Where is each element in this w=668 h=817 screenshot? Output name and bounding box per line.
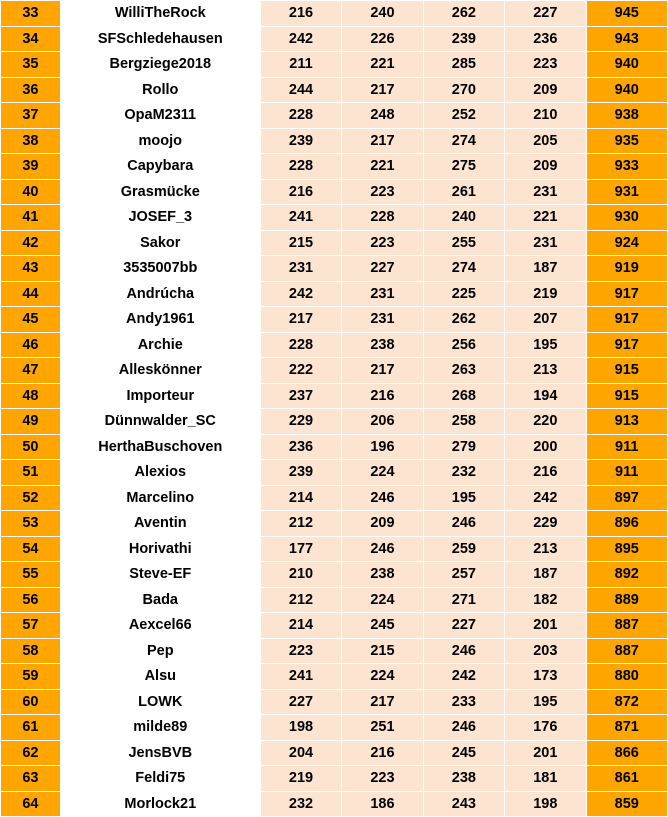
total-cell: 945: [586, 1, 667, 27]
player-name-cell: JensBVB: [60, 740, 260, 766]
score-cell-2: 231: [342, 281, 423, 307]
score-cell-2: 245: [342, 613, 423, 639]
score-cell-2: 223: [342, 766, 423, 792]
score-cell-1: 231: [260, 256, 341, 282]
score-cell-1: 211: [260, 52, 341, 78]
score-cell-1: 198: [260, 715, 341, 741]
rank-cell: 36: [1, 77, 61, 103]
score-cell-3: 238: [423, 766, 504, 792]
table-row: [1, 256, 668, 282]
rank-cell: 38: [1, 128, 61, 154]
score-cell-3: 252: [423, 103, 504, 129]
score-cell-3: 256: [423, 332, 504, 358]
rank-cell: 62: [1, 740, 61, 766]
rank-cell: 45: [1, 307, 61, 333]
rank-cell: 64: [1, 791, 61, 817]
score-cell-3: 232: [423, 460, 504, 486]
score-cell-2: 223: [342, 179, 423, 205]
score-cell-1: 228: [260, 154, 341, 180]
score-cell-1: 236: [260, 434, 341, 460]
player-name-cell: Feldi75: [60, 766, 260, 792]
score-cell-2: 223: [342, 230, 423, 256]
rank-cell: 49: [1, 409, 61, 435]
score-cell-4: 200: [505, 434, 586, 460]
score-cell-3: 227: [423, 613, 504, 639]
score-cell-2: 217: [342, 689, 423, 715]
table-row: [1, 52, 668, 78]
total-cell: 896: [586, 511, 667, 537]
total-cell: 859: [586, 791, 667, 817]
score-cell-4: 209: [505, 154, 586, 180]
score-cell-4: 181: [505, 766, 586, 792]
score-cell-2: 217: [342, 128, 423, 154]
player-name-cell: Grasmücke: [60, 179, 260, 205]
total-cell: 924: [586, 230, 667, 256]
player-name-cell: Bada: [60, 587, 260, 613]
total-cell: 911: [586, 460, 667, 486]
rank-cell: 33: [1, 1, 61, 27]
player-name-cell: moojo: [60, 128, 260, 154]
total-cell: 915: [586, 383, 667, 409]
score-cell-4: 187: [505, 256, 586, 282]
rank-cell: 55: [1, 562, 61, 588]
score-cell-2: 246: [342, 485, 423, 511]
score-cell-4: 220: [505, 409, 586, 435]
score-cell-2: 221: [342, 52, 423, 78]
player-name-cell: milde89: [60, 715, 260, 741]
score-cell-4: 242: [505, 485, 586, 511]
player-name-cell: Alsu: [60, 664, 260, 690]
score-cell-3: 285: [423, 52, 504, 78]
score-cell-2: 186: [342, 791, 423, 817]
player-name-cell: Rollo: [60, 77, 260, 103]
total-cell: 935: [586, 128, 667, 154]
player-name-cell: Dünnwalder_SC: [60, 409, 260, 435]
score-cell-3: 262: [423, 307, 504, 333]
score-cell-4: 216: [505, 460, 586, 486]
table-row: [1, 766, 668, 792]
player-name-cell: Andrúcha: [60, 281, 260, 307]
score-cell-2: 206: [342, 409, 423, 435]
total-cell: 940: [586, 52, 667, 78]
score-cell-4: 236: [505, 26, 586, 52]
total-cell: 895: [586, 536, 667, 562]
rank-cell: 34: [1, 26, 61, 52]
score-cell-1: 239: [260, 128, 341, 154]
rank-cell: 59: [1, 664, 61, 690]
player-name-cell: Pep: [60, 638, 260, 664]
rank-cell: 42: [1, 230, 61, 256]
table-row: [1, 511, 668, 537]
score-cell-1: 241: [260, 664, 341, 690]
table-row: [1, 715, 668, 741]
total-cell: 897: [586, 485, 667, 511]
total-cell: 871: [586, 715, 667, 741]
score-cell-2: 231: [342, 307, 423, 333]
total-cell: 887: [586, 638, 667, 664]
table-row: [1, 307, 668, 333]
score-cell-4: 194: [505, 383, 586, 409]
total-cell: 917: [586, 307, 667, 333]
score-cell-3: 275: [423, 154, 504, 180]
score-cell-2: 228: [342, 205, 423, 231]
player-name-cell: Sakor: [60, 230, 260, 256]
score-cell-3: 240: [423, 205, 504, 231]
player-name-cell: OpaM2311: [60, 103, 260, 129]
score-cell-3: 270: [423, 77, 504, 103]
table-row: [1, 103, 668, 129]
score-cell-4: 210: [505, 103, 586, 129]
table-row: [1, 383, 668, 409]
player-name-cell: Alleskönner: [60, 358, 260, 384]
table-row: [1, 460, 668, 486]
score-cell-2: 216: [342, 383, 423, 409]
score-cell-3: 279: [423, 434, 504, 460]
player-name-cell: Horivathi: [60, 536, 260, 562]
score-cell-4: 173: [505, 664, 586, 690]
table-row: [1, 536, 668, 562]
score-cell-4: 231: [505, 179, 586, 205]
rank-cell: 44: [1, 281, 61, 307]
score-cell-1: 212: [260, 511, 341, 537]
score-cell-2: 240: [342, 1, 423, 27]
score-cell-4: 182: [505, 587, 586, 613]
player-name-cell: HerthaBuschoven: [60, 434, 260, 460]
score-cell-2: 224: [342, 587, 423, 613]
score-cell-3: 225: [423, 281, 504, 307]
score-cell-4: 227: [505, 1, 586, 27]
score-cell-1: 229: [260, 409, 341, 435]
score-cell-1: 232: [260, 791, 341, 817]
rank-cell: 57: [1, 613, 61, 639]
total-cell: 930: [586, 205, 667, 231]
table-row: [1, 230, 668, 256]
total-cell: 915: [586, 358, 667, 384]
rank-cell: 56: [1, 587, 61, 613]
rank-cell: 35: [1, 52, 61, 78]
rank-cell: 54: [1, 536, 61, 562]
table-row: [1, 26, 668, 52]
score-cell-4: 213: [505, 358, 586, 384]
score-cell-3: 243: [423, 791, 504, 817]
total-cell: 892: [586, 562, 667, 588]
player-name-cell: 3535007bb: [60, 256, 260, 282]
rank-cell: 43: [1, 256, 61, 282]
rank-cell: 61: [1, 715, 61, 741]
score-cell-4: 209: [505, 77, 586, 103]
score-cell-2: 226: [342, 26, 423, 52]
score-cell-3: 246: [423, 715, 504, 741]
score-cell-1: 239: [260, 460, 341, 486]
score-cell-3: 274: [423, 128, 504, 154]
rank-cell: 63: [1, 766, 61, 792]
table-row: [1, 638, 668, 664]
table-row: [1, 332, 668, 358]
rank-cell: 58: [1, 638, 61, 664]
rank-cell: 52: [1, 485, 61, 511]
score-cell-2: 238: [342, 332, 423, 358]
rank-cell: 51: [1, 460, 61, 486]
rank-cell: 53: [1, 511, 61, 537]
score-cell-3: 245: [423, 740, 504, 766]
score-cell-3: 233: [423, 689, 504, 715]
table-row: [1, 1, 668, 27]
score-cell-1: 228: [260, 332, 341, 358]
score-cell-2: 238: [342, 562, 423, 588]
player-name-cell: Capybara: [60, 154, 260, 180]
score-cell-4: 187: [505, 562, 586, 588]
table-row: [1, 434, 668, 460]
score-cell-4: 231: [505, 230, 586, 256]
player-name-cell: LOWK: [60, 689, 260, 715]
score-cell-2: 251: [342, 715, 423, 741]
score-cell-4: 176: [505, 715, 586, 741]
table-row: [1, 485, 668, 511]
player-name-cell: Aventin: [60, 511, 260, 537]
score-cell-4: 205: [505, 128, 586, 154]
score-cell-1: 219: [260, 766, 341, 792]
total-cell: 943: [586, 26, 667, 52]
score-cell-2: 209: [342, 511, 423, 537]
score-cell-1: 222: [260, 358, 341, 384]
total-cell: 933: [586, 154, 667, 180]
score-cell-2: 248: [342, 103, 423, 129]
score-cell-1: 227: [260, 689, 341, 715]
score-cell-3: 257: [423, 562, 504, 588]
score-cell-3: 246: [423, 511, 504, 537]
score-cell-1: 223: [260, 638, 341, 664]
player-name-cell: Alexios: [60, 460, 260, 486]
score-cell-1: 228: [260, 103, 341, 129]
score-cell-1: 212: [260, 587, 341, 613]
table-row: [1, 205, 668, 231]
total-cell: 917: [586, 281, 667, 307]
rank-cell: 37: [1, 103, 61, 129]
score-cell-1: 216: [260, 179, 341, 205]
score-cell-3: 246: [423, 638, 504, 664]
table-row: [1, 77, 668, 103]
rank-cell: 41: [1, 205, 61, 231]
score-cell-4: 198: [505, 791, 586, 817]
table-row: [1, 664, 668, 690]
table-row: [1, 613, 668, 639]
rank-cell: 47: [1, 358, 61, 384]
rank-cell: 48: [1, 383, 61, 409]
score-cell-4: 195: [505, 332, 586, 358]
score-cell-1: 217: [260, 307, 341, 333]
table-row: [1, 358, 668, 384]
total-cell: 938: [586, 103, 667, 129]
score-cell-3: 271: [423, 587, 504, 613]
table-row: [1, 128, 668, 154]
total-cell: 913: [586, 409, 667, 435]
total-cell: 887: [586, 613, 667, 639]
score-cell-1: 241: [260, 205, 341, 231]
score-cell-1: 214: [260, 485, 341, 511]
total-cell: 911: [586, 434, 667, 460]
rank-cell: 39: [1, 154, 61, 180]
score-cell-4: 195: [505, 689, 586, 715]
score-cell-3: 195: [423, 485, 504, 511]
score-cell-3: 268: [423, 383, 504, 409]
score-cell-1: 214: [260, 613, 341, 639]
score-cell-1: 216: [260, 1, 341, 27]
player-name-cell: Archie: [60, 332, 260, 358]
player-name-cell: Steve-EF: [60, 562, 260, 588]
score-cell-2: 216: [342, 740, 423, 766]
score-cell-1: 215: [260, 230, 341, 256]
score-cell-2: 215: [342, 638, 423, 664]
rank-cell: 50: [1, 434, 61, 460]
score-cell-4: 221: [505, 205, 586, 231]
score-cell-2: 221: [342, 154, 423, 180]
score-cell-2: 217: [342, 358, 423, 384]
total-cell: 872: [586, 689, 667, 715]
total-cell: 866: [586, 740, 667, 766]
table-row: [1, 179, 668, 205]
total-cell: 889: [586, 587, 667, 613]
score-cell-3: 242: [423, 664, 504, 690]
score-cell-3: 255: [423, 230, 504, 256]
table-row: [1, 281, 668, 307]
score-cell-4: 219: [505, 281, 586, 307]
total-cell: 917: [586, 332, 667, 358]
score-cell-2: 227: [342, 256, 423, 282]
score-cell-1: 242: [260, 26, 341, 52]
table-row: [1, 689, 668, 715]
total-cell: 861: [586, 766, 667, 792]
score-cell-4: 203: [505, 638, 586, 664]
score-cell-2: 196: [342, 434, 423, 460]
table-row: [1, 740, 668, 766]
player-name-cell: Aexcel66: [60, 613, 260, 639]
player-name-cell: JOSEF_3: [60, 205, 260, 231]
score-cell-2: 217: [342, 77, 423, 103]
player-name-cell: SFSchledehausen: [60, 26, 260, 52]
score-cell-3: 258: [423, 409, 504, 435]
score-cell-4: 223: [505, 52, 586, 78]
player-name-cell: WilliTheRock: [60, 1, 260, 27]
score-cell-1: 204: [260, 740, 341, 766]
score-cell-4: 229: [505, 511, 586, 537]
total-cell: 940: [586, 77, 667, 103]
score-cell-3: 261: [423, 179, 504, 205]
score-cell-4: 201: [505, 613, 586, 639]
score-cell-2: 224: [342, 460, 423, 486]
rank-cell: 40: [1, 179, 61, 205]
ranking-table-body: [1, 1, 668, 817]
score-cell-2: 224: [342, 664, 423, 690]
score-cell-3: 262: [423, 1, 504, 27]
score-cell-4: 201: [505, 740, 586, 766]
table-row: [1, 791, 668, 817]
score-cell-1: 242: [260, 281, 341, 307]
player-name-cell: Andy1961: [60, 307, 260, 333]
player-name-cell: Importeur: [60, 383, 260, 409]
score-cell-3: 259: [423, 536, 504, 562]
score-cell-1: 177: [260, 536, 341, 562]
total-cell: 931: [586, 179, 667, 205]
table-row: [1, 409, 668, 435]
player-name-cell: Bergziege2018: [60, 52, 260, 78]
score-cell-4: 207: [505, 307, 586, 333]
score-cell-3: 239: [423, 26, 504, 52]
rank-cell: 46: [1, 332, 61, 358]
player-name-cell: Marcelino: [60, 485, 260, 511]
score-cell-1: 237: [260, 383, 341, 409]
total-cell: 919: [586, 256, 667, 282]
score-cell-1: 210: [260, 562, 341, 588]
score-cell-2: 246: [342, 536, 423, 562]
rank-cell: 60: [1, 689, 61, 715]
table-row: [1, 587, 668, 613]
total-cell: 880: [586, 664, 667, 690]
score-cell-1: 244: [260, 77, 341, 103]
table-row: [1, 154, 668, 180]
table-row: [1, 562, 668, 588]
score-cell-3: 263: [423, 358, 504, 384]
score-cell-3: 274: [423, 256, 504, 282]
score-cell-4: 213: [505, 536, 586, 562]
player-name-cell: Morlock21: [60, 791, 260, 817]
